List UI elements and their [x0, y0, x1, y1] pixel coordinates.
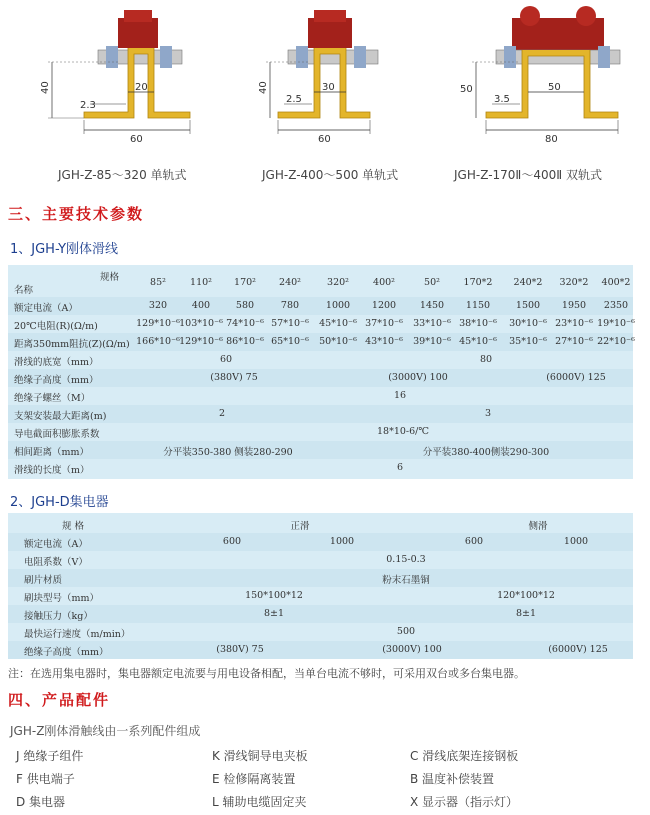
col-header: 正滑 — [290, 521, 310, 532]
row-label: 最快运行速度（m/min） — [24, 629, 131, 640]
cell: 103*10⁻⁶ — [179, 318, 223, 329]
table-row — [8, 333, 633, 351]
cell: 27*10⁻⁶ — [555, 336, 593, 347]
figure-1-dim-w: 20 — [135, 82, 148, 93]
cell: 1200 — [371, 300, 397, 311]
cell: 57*10⁻⁶ — [271, 318, 309, 329]
cell: 80 — [479, 354, 493, 365]
cell: 129*10⁻⁶ — [179, 336, 223, 347]
cell: 580 — [235, 300, 255, 311]
col-header: 320² — [327, 277, 349, 288]
cell: 33*10⁻⁶ — [413, 318, 451, 329]
cell: (3000V) 100 — [382, 644, 442, 655]
row-label: 绝缘子高度（mm） — [24, 647, 109, 658]
cell: 2350 — [603, 300, 629, 311]
table-1-header-spec: 规格 — [100, 272, 120, 283]
table-row — [8, 315, 633, 333]
cell: 600 — [464, 536, 484, 547]
cell: 分平装350-380 侧装280-290 — [163, 447, 293, 458]
cell: 50*10⁻⁶ — [319, 336, 357, 347]
row-label: 20℃电阻(R)(Ω/m) — [14, 321, 98, 332]
cell: 35*10⁻⁶ — [509, 336, 547, 347]
col-header: 400² — [373, 277, 395, 288]
cell: 22*10⁻⁶ — [597, 336, 635, 347]
cell: (380V) 75 — [210, 372, 258, 383]
figure-2-dim-t: 2.5 — [286, 94, 302, 105]
col-header: 240*2 — [513, 277, 543, 288]
row-label: 导电截面积膨胀系数 — [14, 429, 100, 440]
cell: 150*100*12 — [245, 590, 303, 601]
table-1-header-name: 名称 — [14, 285, 34, 296]
cell: 3 — [484, 408, 492, 419]
accessory-item: B 温度补偿装置 — [410, 772, 495, 786]
accessory-item: E 检修隔离装置 — [212, 772, 296, 786]
accessory-item: F 供电端子 — [16, 772, 75, 786]
figure-3-drawing — [472, 6, 620, 134]
figure-1-dim-base: 60 — [130, 134, 143, 145]
collector-note: 注：在选用集电器时，集电器额定电流要与用电设备相配，当单台电流不够时，可采用双台或多台集电器。 — [8, 667, 525, 680]
cell: 400 — [191, 300, 211, 311]
cell: 39*10⁻⁶ — [413, 336, 451, 347]
table-row — [8, 623, 633, 641]
table-row — [8, 441, 633, 459]
figures-strip — [0, 0, 650, 160]
row-label: 支架安装最大距离(m) — [14, 411, 107, 422]
col-header: 50² — [424, 277, 440, 288]
table-row — [8, 369, 633, 387]
figure-3-caption: JGH-Z-170Ⅱ～400Ⅱ 双轨式 — [454, 168, 602, 182]
accessory-item: L 辅助电缆固定夹 — [212, 795, 307, 809]
cell: 600 — [222, 536, 242, 547]
cell: 1000 — [329, 536, 355, 547]
table-2-title: 2、JGH-D集电器 — [10, 495, 109, 510]
table-row — [8, 605, 633, 623]
col-header: 110² — [190, 277, 212, 288]
cell: 45*10⁻⁶ — [319, 318, 357, 329]
figure-1-caption: JGH-Z-85～320 单轨式 — [58, 168, 187, 182]
table-2-header — [8, 515, 633, 533]
cell: (380V) 75 — [216, 644, 264, 655]
accessory-item: X 显示器（指示灯） — [410, 795, 519, 809]
table-row — [8, 459, 633, 477]
table-1-header — [8, 267, 633, 297]
col-header: 400*2 — [601, 277, 631, 288]
table-row — [8, 587, 633, 605]
cell: 1500 — [515, 300, 541, 311]
row-label: 额定电流（A） — [14, 303, 78, 314]
cell: 30*10⁻⁶ — [509, 318, 547, 329]
table-row — [8, 641, 633, 659]
cell: 0.15-0.3 — [386, 554, 426, 565]
cell: 6 — [396, 462, 404, 473]
cell: 1000 — [325, 300, 351, 311]
cell: 120*100*12 — [497, 590, 555, 601]
cell: 320 — [148, 300, 168, 311]
accessory-item: C 滑线底架连接钢板 — [410, 749, 519, 763]
cell: 1000 — [563, 536, 589, 547]
cell: 60 — [219, 354, 233, 365]
table-row — [8, 551, 633, 569]
table-row — [8, 405, 633, 423]
cell: 粉末石墨铜 — [382, 575, 430, 586]
row-label: 相间距离（mm） — [14, 447, 90, 458]
cell: 1950 — [561, 300, 587, 311]
row-label: 距离350mm阻抗(Z)(Ω/m) — [14, 339, 130, 350]
cell: 45*10⁻⁶ — [459, 336, 497, 347]
figure-3-dim-t: 3.5 — [494, 94, 510, 105]
table-row — [8, 533, 633, 551]
table-row — [8, 423, 633, 441]
table-row — [8, 297, 633, 315]
cell: 分平装380-400侧装290-300 — [422, 447, 550, 458]
cell: (6000V) 125 — [546, 372, 606, 383]
cell: 16 — [393, 390, 407, 401]
table-row — [8, 569, 633, 587]
cell: 74*10⁻⁶ — [226, 318, 264, 329]
cell: 38*10⁻⁶ — [459, 318, 497, 329]
row-label: 刷片材质 — [24, 575, 63, 586]
section-3-heading: 三、主要技术参数 — [8, 205, 145, 223]
figure-2-dim-w: 30 — [322, 82, 335, 93]
cell: 65*10⁻⁶ — [271, 336, 309, 347]
figure-3-dim-h: 50 — [460, 84, 473, 95]
figure-1-dim-h: 40 — [40, 81, 51, 94]
row-label: 滑线的底宽（mm） — [14, 357, 99, 368]
row-label: 滑线的长度（m） — [14, 465, 90, 476]
figure-1-dim-t: 2.3 — [80, 100, 96, 111]
cell: 8±1 — [515, 608, 537, 619]
col-header: 320*2 — [559, 277, 589, 288]
accessory-item: J 绝缘子组件 — [16, 749, 84, 763]
cell: (3000V) 100 — [388, 372, 448, 383]
cell: 8±1 — [263, 608, 285, 619]
figure-3-dim-base: 80 — [545, 134, 558, 145]
col-header: 170*2 — [463, 277, 493, 288]
figure-2-caption: JGH-Z-400～500 单轨式 — [262, 168, 399, 182]
figure-2-dim-base: 60 — [318, 134, 331, 145]
figure-2-dim-h: 40 — [258, 81, 269, 94]
accessory-item: K 滑线铜导电夹板 — [212, 749, 308, 763]
row-label: 绝缘子高度（mm） — [14, 375, 99, 386]
cell: 166*10⁻⁶ — [136, 336, 180, 347]
row-label: 绝缘子螺丝（M） — [14, 393, 91, 404]
table-2-header-spec: 规 格 — [62, 521, 85, 532]
section-4-heading: 四、产品配件 — [8, 691, 111, 709]
table-2 — [8, 513, 633, 659]
table-row — [8, 387, 633, 405]
cell: (6000V) 125 — [548, 644, 608, 655]
cell: 86*10⁻⁶ — [226, 336, 264, 347]
table-1-title: 1、JGH-Y刚体滑线 — [10, 242, 119, 257]
cell: 37*10⁻⁶ — [365, 318, 403, 329]
cell: 18*10-6/℃ — [376, 426, 430, 437]
col-header: 170² — [234, 277, 256, 288]
figure-1-drawing — [48, 10, 190, 134]
row-label: 接触压力（kg） — [24, 611, 93, 622]
row-label: 电阻系数（V） — [24, 557, 88, 568]
cell: 129*10⁻⁶ — [136, 318, 180, 329]
section-4-subtitle: JGH-Z刚体滑触线由一系列配件组成 — [10, 724, 201, 738]
row-label: 刷块型号（mm） — [24, 593, 100, 604]
table-row — [8, 351, 633, 369]
col-header: 侧滑 — [528, 521, 548, 532]
cell: 780 — [280, 300, 300, 311]
col-header: 240² — [279, 277, 301, 288]
cell: 1450 — [419, 300, 445, 311]
cell: 43*10⁻⁶ — [365, 336, 403, 347]
figure-3-dim-w: 50 — [548, 82, 561, 93]
row-label: 额定电流（A） — [24, 539, 88, 550]
col-header: 85² — [150, 277, 166, 288]
cell: 23*10⁻⁶ — [555, 318, 593, 329]
table-1 — [8, 265, 633, 479]
cell: 19*10⁻⁶ — [597, 318, 635, 329]
cell: 1150 — [465, 300, 491, 311]
figure-2-drawing — [266, 10, 378, 134]
cell: 500 — [396, 626, 416, 637]
cell: 2 — [218, 408, 226, 419]
accessory-item: D 集电器 — [16, 795, 66, 809]
